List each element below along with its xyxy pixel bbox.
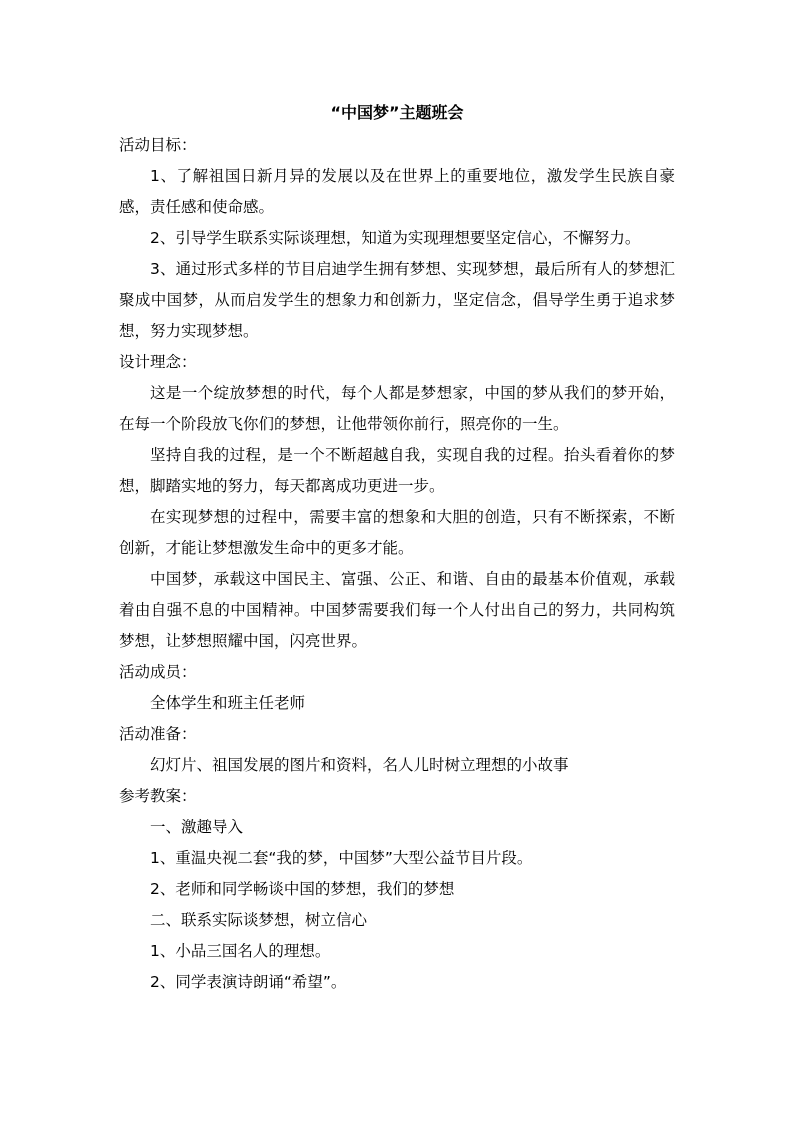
paragraph-lesson-item-2: 2、老师和同学畅谈中国的梦想，我们的梦想 <box>150 880 455 898</box>
paragraph-concept-4: 中国梦，承载这中国民主、富强、公正、和谐、自由的最基本价值观，承载着由自强不息的中国精神。中国梦需要我们每一个人付出自己的努力，共同构筑梦想，让梦想照耀中国，闪亮世界。 <box>119 570 675 650</box>
paragraph-concept-1: 这是一个绽放梦想的时代，每个人都是梦想家，中国的梦从我们的梦开始，在每一个阶段放飞你们的梦想，让他带领你前行，照亮你的一生。 <box>119 384 675 433</box>
paragraph-lesson-part-2: 二、联系实际谈梦想，树立信心 <box>150 911 368 929</box>
paragraph-preparation: 幻灯片、祖国发展的图片和资料，名人儿时树立理想的小故事 <box>150 756 569 774</box>
section-heading-members: 活动成员： <box>119 663 197 681</box>
paragraph-lesson-item-1: 1、重温央视二套“我的梦，中国梦”大型公益节目片段。 <box>150 849 533 867</box>
paragraph-goal-3: 3、通过形式多样的节目启迪学生拥有梦想、实现梦想，最后所有人的梦想汇聚成中国梦，从而启发学生的想象力和创新力，坚定信念，倡导学生勇于追求梦想，努力实现梦想。 <box>119 260 675 340</box>
document-title: “中国梦”主题班会 <box>330 103 464 122</box>
paragraph-lesson-item-3: 1、小品三国名人的理想。 <box>150 942 331 960</box>
section-heading-goals: 活动目标： <box>119 136 197 154</box>
section-heading-concept: 设计理念： <box>119 353 197 371</box>
section-heading-lesson-plan: 参考教案： <box>119 787 197 805</box>
paragraph-concept-3: 在实现梦想的过程中，需要丰富的想象和大胆的创造，只有不断探索，不断创新，才能让梦想激发生命中的更多才能。 <box>119 508 675 557</box>
paragraph-members: 全体学生和班主任老师 <box>150 694 306 712</box>
paragraph-goal-1: 1、了解祖国日新月异的发展以及在世界上的重要地位，激发学生民族自豪感，责任感和使命感。 <box>119 167 675 216</box>
paragraph-goal-2: 2、引导学生联系实际谈理想，知道为实现理想要坚定信心，不懈努力。 <box>150 229 641 247</box>
paragraph-lesson-part-1: 一、激趣导入 <box>150 818 244 836</box>
paragraph-concept-2: 坚持自我的过程，是一个不断超越自我，实现自我的过程。抬头看着你的梦想，脚踏实地的努力，每天都离成功更进一步。 <box>119 446 675 495</box>
paragraph-lesson-item-4: 2、同学表演诗朗诵“希望”。 <box>150 973 347 991</box>
document-page <box>119 100 675 998</box>
section-heading-preparation: 活动准备： <box>119 725 197 743</box>
